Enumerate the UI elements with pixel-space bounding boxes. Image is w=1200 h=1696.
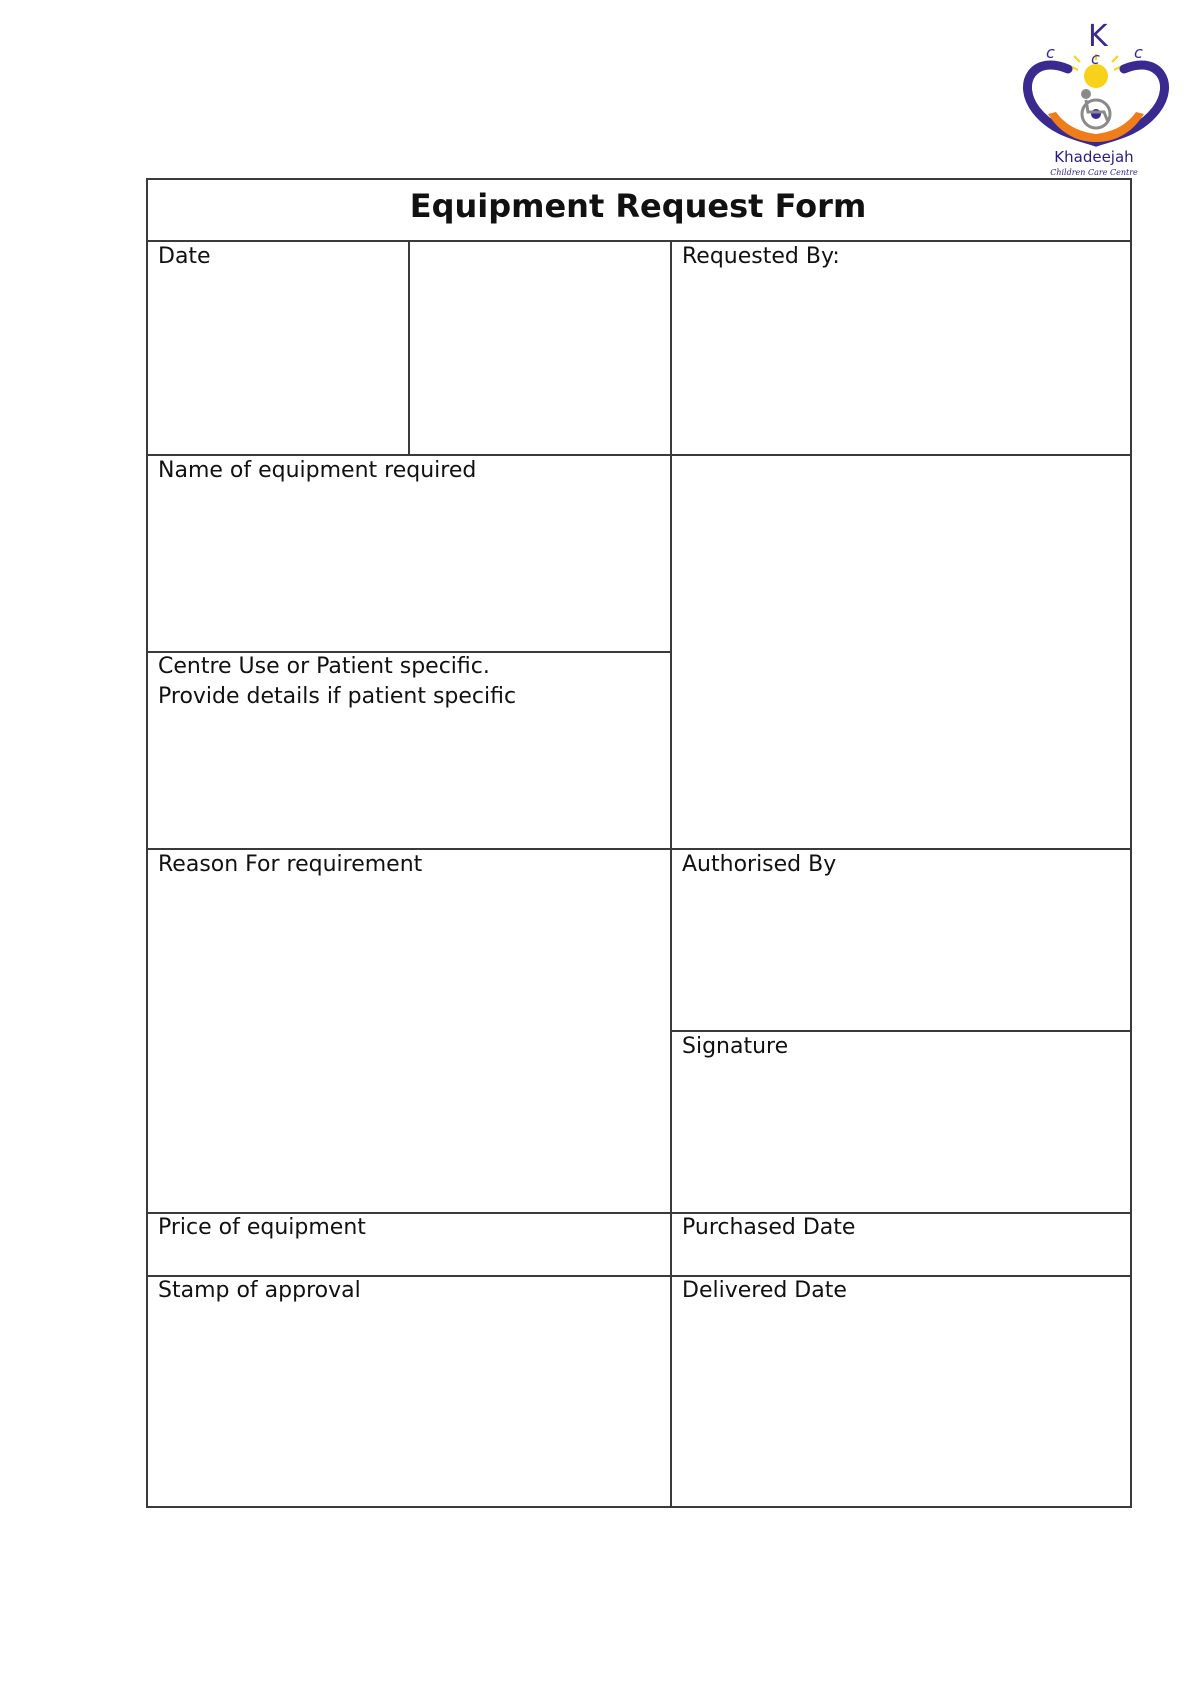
date-label: Date: [158, 244, 211, 269]
form-column-divider: [670, 240, 672, 1506]
form-date-divider: [408, 240, 410, 454]
price-label: Price of equipment: [158, 1215, 366, 1240]
name-of-equipment-label: Name of equipment required: [158, 458, 477, 483]
purchased-date-label: Purchased Date: [682, 1215, 856, 1240]
logo-emblem-icon: [1008, 14, 1180, 154]
delivered-date-label: Delivered Date: [682, 1278, 847, 1303]
stamp-label: Stamp of approval: [158, 1278, 361, 1303]
requested-by-label: Requested By:: [682, 244, 840, 269]
signature-label: Signature: [682, 1034, 789, 1059]
logo-letter-c-right: c: [1134, 43, 1143, 62]
khadeejah-logo: [1008, 14, 1180, 180]
form-border-left: [146, 178, 148, 1506]
logo-letter-c-mid: c: [1091, 49, 1100, 68]
logo-tagline: Children Care Centre: [1050, 168, 1138, 177]
form-row-divider-title: [146, 240, 1130, 242]
form-border-right: [1130, 178, 1132, 1506]
logo-letter-k: K: [1088, 19, 1108, 54]
authorised-by-label: Authorised By: [682, 852, 837, 877]
form-title: Equipment Request Form: [409, 187, 867, 225]
logo-wheelchair-icon: [1081, 89, 1110, 128]
logo-letter-c-left: c: [1046, 43, 1055, 62]
form-border-bottom: [146, 1506, 1132, 1508]
logo-name: Khadeejah: [1054, 148, 1134, 166]
centre-use-label: Centre Use or Patient specific. Provide details if patient specific: [158, 654, 517, 709]
equipment-request-form: [146, 178, 1130, 1506]
reason-label: Reason For requirement: [158, 852, 423, 877]
